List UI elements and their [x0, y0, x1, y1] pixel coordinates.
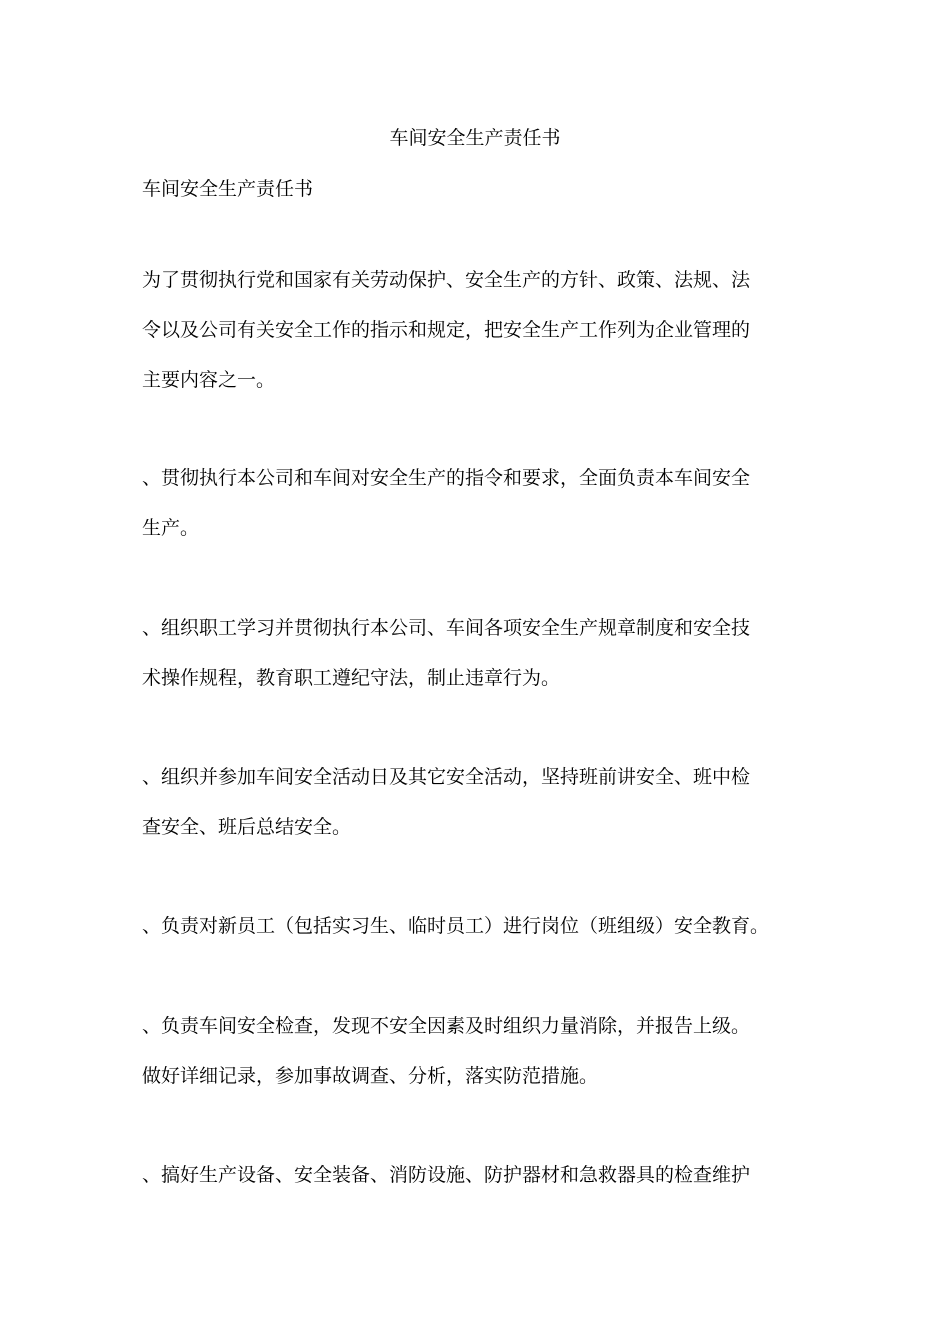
item-2-line: 术操作规程，教育职工遵纪守法，制止违章行为。	[142, 667, 561, 689]
item-1-line: 、贯彻执行本公司和车间对安全生产的指令和要求，全面负责本车间安全	[142, 467, 751, 489]
document-title: 车间安全生产责任书	[389, 127, 561, 149]
item-3-line: 、组织并参加车间安全活动日及其它安全活动，坚持班前讲安全、班中检	[142, 766, 751, 788]
item-5-line: 做好详细记录，参加事故调查、分析，落实防范措施。	[142, 1065, 599, 1087]
item-6-line: 、搞好生产设备、安全装备、消防设施、防护器材和急救器具的检查维护	[142, 1164, 751, 1186]
item-1-line: 生产。	[142, 517, 200, 539]
document-subtitle: 车间安全生产责任书	[142, 178, 314, 200]
intro-line: 令以及公司有关安全工作的指示和规定，把安全生产工作列为企业管理的	[142, 319, 751, 341]
item-2-line: 、组织职工学习并贯彻执行本公司、车间各项安全生产规章制度和安全技	[142, 617, 751, 639]
item-4-line: 、负责对新员工（包括实习生、临时员工）进行岗位（班组级）安全教育。	[142, 915, 770, 937]
intro-line: 主要内容之一。	[142, 369, 276, 391]
intro-line: 为了贯彻执行党和国家有关劳动保护、安全生产的方针、政策、法规、法	[142, 269, 751, 291]
item-5-line: 、负责车间安全检查，发现不安全因素及时组织力量消除，并报告上级。	[142, 1015, 751, 1037]
item-3-line: 查安全、班后总结安全。	[142, 816, 352, 838]
